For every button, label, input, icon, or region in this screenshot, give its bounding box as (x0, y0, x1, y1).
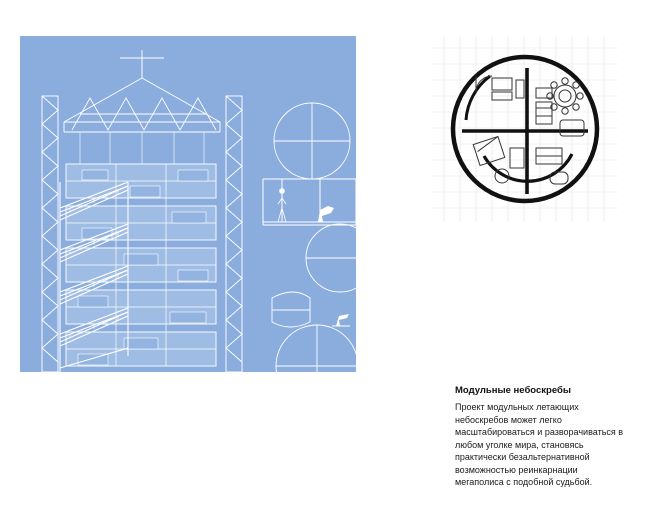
circular-floor-plan-panel (432, 36, 618, 222)
modular-skyscraper-elevation-panel (20, 36, 356, 372)
plan-drawing (432, 36, 618, 222)
caption-block (455, 385, 625, 489)
housing-modules (66, 164, 216, 366)
caption-body: Проект модульных летающих небоскребов может легко масштабироваться и разворачиваться в любом уголке мира, становясь практически безальтернативной возможностью реинкарнации мегаполиса с подобной судьбой. (455, 402, 624, 487)
caption-title: Модульные небоскребы (455, 385, 571, 396)
elevation-drawing (20, 36, 356, 372)
